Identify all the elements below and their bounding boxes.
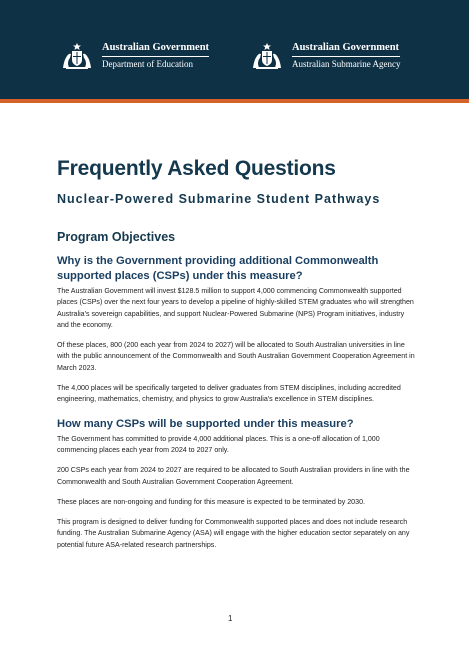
faq-answer-paragraph: The Government has committed to provide 4,000 additional places. This is a one-off allocation of 1,000 commencing places each year from 2024 to 2027 only. xyxy=(57,434,380,454)
faq-answer-paragraph: Of these places, 800 (200 each year from 2024 to 2027) will be allocated to South Australian universities in line with the public announcement of the Commonwealth and South Australian Government Cooperation Agreement in March 2023. xyxy=(57,341,415,372)
logo-department-label: Australian Submarine Agency xyxy=(292,59,401,69)
faq-answer-paragraph: 200 CSPs each year from 2024 to 2027 are required to be allocated to South Australian providers in line with the Commonwealth and South Australian Government Cooperation Agreement. xyxy=(57,466,410,486)
coat-of-arms-icon xyxy=(60,42,94,70)
page-number: 1 xyxy=(228,614,233,623)
faq-content xyxy=(57,254,417,560)
section-heading: Program Objectives xyxy=(57,230,176,244)
logo-government-label: Australian Government xyxy=(292,42,400,57)
document-subtitle: Nuclear-Powered Submarine Student Pathways xyxy=(57,192,381,206)
faq-answer-paragraph: The Australian Government will invest $128.5 million to support 4,000 commencing Commonwealth supported places (CSPs) over the next four years to develop a pipeline of highly-skilled STEM graduates who will strengthen Australia's sovereign capabilities, and support Nuclear-Powered Submarine (NPS) Program initiatives, industry and the economy. xyxy=(57,287,414,329)
faq-question: How many CSPs will be supported under this measure? xyxy=(57,417,354,430)
coat-of-arms-icon xyxy=(250,42,284,70)
australian-submarine-agency-logo xyxy=(250,42,400,70)
faq-answer-paragraph: These places are non-ongoing and funding for this measure is expected to be terminated by 2030. xyxy=(57,497,365,506)
department-of-education-logo xyxy=(60,42,209,70)
faq-answer-paragraph: This program is designed to deliver funding for Commonwealth supported places and does not include research funding. The Australian Submarine Agency (ASA) will engage with the higher education sector separately on any potential future ASA-related research partnerships. xyxy=(57,518,410,549)
logo-government-label: Australian Government xyxy=(102,42,209,57)
header-accent-stripe xyxy=(0,99,469,103)
logo-department-label: Department of Education xyxy=(102,59,193,69)
header-banner xyxy=(0,0,469,99)
faq-question: Why is the Government providing additional Commonwealth supported places (CSPs) under this measure? xyxy=(57,255,379,282)
document-title: Frequently Asked Questions xyxy=(57,157,336,180)
faq-answer-paragraph: The 4,000 places will be specifically targeted to deliver graduates from STEM disciplines, including accredited engineering, mathematics, chemistry, and physics to grow Australia's excellence in STEM disciplines. xyxy=(57,384,401,404)
